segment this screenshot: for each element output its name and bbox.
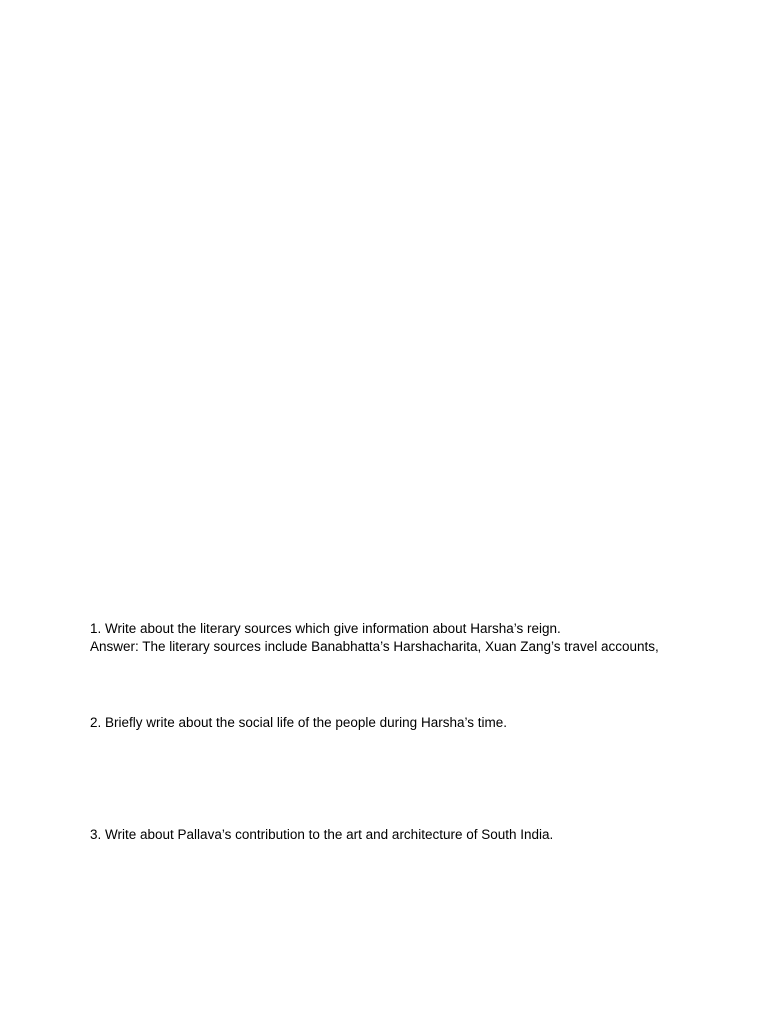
answer-1-text: Answer: The literary sources include Banabhatta’s Harshacharita, Xuan Zang’s travel accounts,	[90, 639, 659, 654]
question-3-text: 3. Write about Pallava’s contribution to the art and architecture of South India.	[90, 827, 554, 842]
question-1-text: 1. Write about the literary sources which give information about Harsha’s reign.	[90, 621, 561, 636]
question-2-text: 2. Briefly write about the social life of the people during Harsha’s time.	[90, 715, 507, 730]
